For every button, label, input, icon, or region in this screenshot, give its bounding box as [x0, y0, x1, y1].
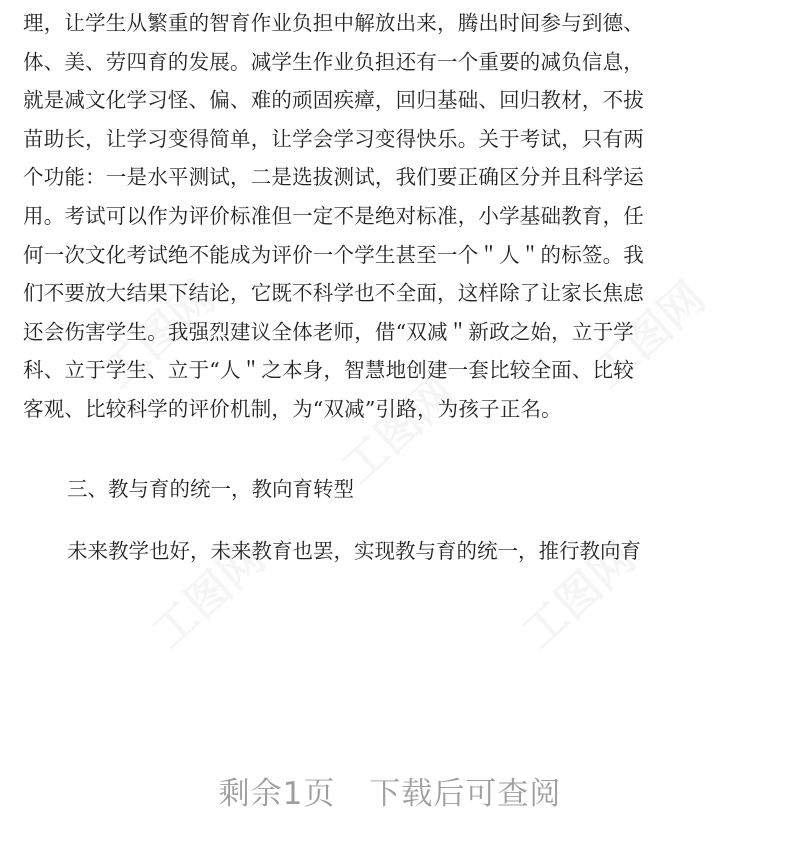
- watermark-center: 工图网: [332, 367, 466, 494]
- watermark-bottom-left: 工图网: [142, 532, 276, 659]
- watermark-left: 工图网: [92, 272, 226, 399]
- section-heading: 三、教与育的统一，教向育转型: [67, 477, 354, 501]
- text-line: 苗助长，让学习变得简单，让学会学习变得快乐。关于考试，只有两: [23, 126, 644, 151]
- body-paragraph: [23, 4, 783, 429]
- text-line: 何一次文化考试绝不能成为评价一个学生甚至一个＂人＂的标签。我: [23, 242, 644, 267]
- text-line: 体、美、劳四育的发展。减学生作业负担还有一个重要的减负信息，: [23, 49, 644, 74]
- paragraph-start: 未来教学也好，未来教育也罢，实现教与育的统一，推行教向育: [67, 539, 641, 563]
- text-line: 用。考试可以作为评价标准但一定不是绝对标准，小学基础教育，任: [23, 203, 644, 228]
- text-line: 个功能：一是水平测试，二是选拔测试，我们要正确区分并且科学运: [23, 165, 644, 190]
- download-prompt-label: 下载后可查阅: [369, 776, 562, 812]
- text-line: 客观、比较科学的评价机制，为“双减”引路，为孩子正名。: [23, 396, 562, 421]
- text-line: 科、立于学生、立于“人＂之本身，智慧地创建一套比较全面、比较: [23, 358, 634, 383]
- remaining-pages-label: 剩余1页: [218, 776, 336, 812]
- text-line: 就是减文化学习怪、偏、难的顽固疾瘴，回归基础、回归教材，不拔: [23, 88, 644, 113]
- watermark-bottom-right: 工图网: [512, 532, 646, 659]
- text-line: 理，让学生从繁重的智育作业负担中解放出来，腾出时间参与到德、: [23, 11, 644, 35]
- text-line: 还会伤害学生。我强烈建议全体老师，借“双减＂新政之始，立于学: [23, 319, 634, 344]
- remaining-pages-banner[interactable]: [0, 768, 780, 813]
- text-line: 们不要放大结果下结论，它既不科学也不全面，这样除了让家长焦虑: [23, 281, 644, 306]
- watermark-right: 工图网: [582, 272, 716, 399]
